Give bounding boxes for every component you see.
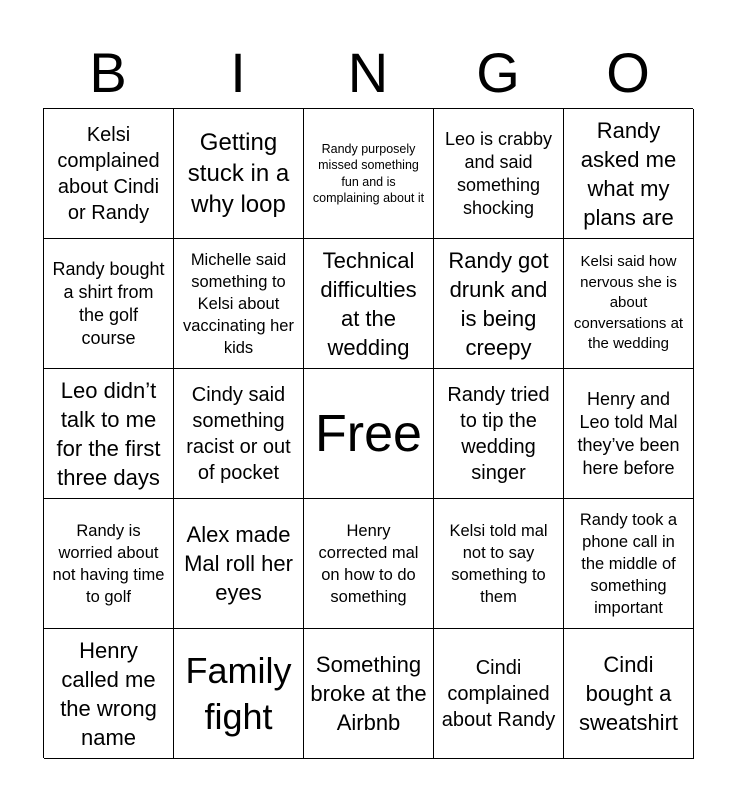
cell-text: Leo is crabby and said something shocking [444,128,553,218]
cell-text: Family fight [185,649,292,737]
bingo-board [43,108,693,758]
cell-text: Randy asked me what my plans are [580,117,677,230]
bingo-cell[interactable] [564,109,694,239]
cell-text: Randy got drunk and is being creepy [448,247,549,360]
bingo-cell[interactable] [434,629,564,759]
bingo-cell[interactable] [434,239,564,369]
cell-text: Alex made Mal roll her eyes [184,522,293,605]
cell-text: Henry and Leo told Mal they’ve been here before [577,388,680,478]
bingo-cell[interactable] [44,369,174,499]
bingo-cell[interactable] [44,239,174,369]
cell-text: Michelle said something to Kelsi about vaccinating her kids [183,250,294,357]
cell-text: Getting stuck in a why loop [187,129,290,218]
bingo-cell[interactable] [434,499,564,629]
bingo-cell[interactable] [174,239,304,369]
cell-text: Kelsi told mal not to say something to them [449,521,548,606]
bingo-cell[interactable] [564,499,694,629]
bingo-cell[interactable] [564,369,694,499]
cell-text: Randy bought a shirt from the golf course [52,258,165,348]
bingo-cell[interactable] [44,109,174,239]
bingo-header [43,38,693,108]
bingo-cell[interactable] [304,499,434,629]
bingo-cell[interactable] [174,499,304,629]
header-letter-g: G [476,41,520,104]
cell-text: Technical difficulties at the wedding [320,247,417,360]
header-letter-n: N [347,41,389,104]
cell-text: Kelsi complained about Cindi or Randy [57,123,160,224]
bingo-cell[interactable] [304,239,434,369]
cell-text: Randy tried to tip the wedding singer [447,383,550,484]
cell-text: Kelsi said how nervous she is about conversations at the wedding [573,253,684,353]
cell-text: Randy is worried about not having time to golf [52,521,165,606]
header-letter-o: O [606,41,650,104]
free-space-label: Free [315,404,422,463]
cell-text: Something broke at the Airbnb [310,652,427,735]
header-letter-i: I [230,41,246,104]
free-space-cell[interactable] [304,369,434,499]
bingo-cell[interactable] [304,629,434,759]
cell-text: Randy purposely missed something fun and is complaining about it [312,141,425,205]
cell-text: Cindy said something racist or out of pocket [186,383,291,484]
bingo-cell[interactable] [44,499,174,629]
bingo-cell[interactable] [174,629,304,759]
header-letter-b: B [89,41,127,104]
cell-text: Henry called me the wrong name [60,637,157,750]
cell-text: Henry corrected mal on how to do something [318,521,419,606]
cell-text: Cindi complained about Randy [441,656,556,731]
bingo-cell[interactable] [564,239,694,369]
bingo-cell[interactable] [44,629,174,759]
cell-text: Randy took a phone call in the middle of something important [579,510,678,617]
bingo-cell[interactable] [174,369,304,499]
cell-text: Leo didn’t talk to me for the first three days [56,377,161,490]
bingo-cell[interactable] [434,369,564,499]
bingo-cell[interactable] [174,109,304,239]
bingo-cell[interactable] [434,109,564,239]
cell-text: Cindi bought a sweatshirt [578,652,679,735]
bingo-cell[interactable] [564,629,694,759]
bingo-cell[interactable] [304,109,434,239]
